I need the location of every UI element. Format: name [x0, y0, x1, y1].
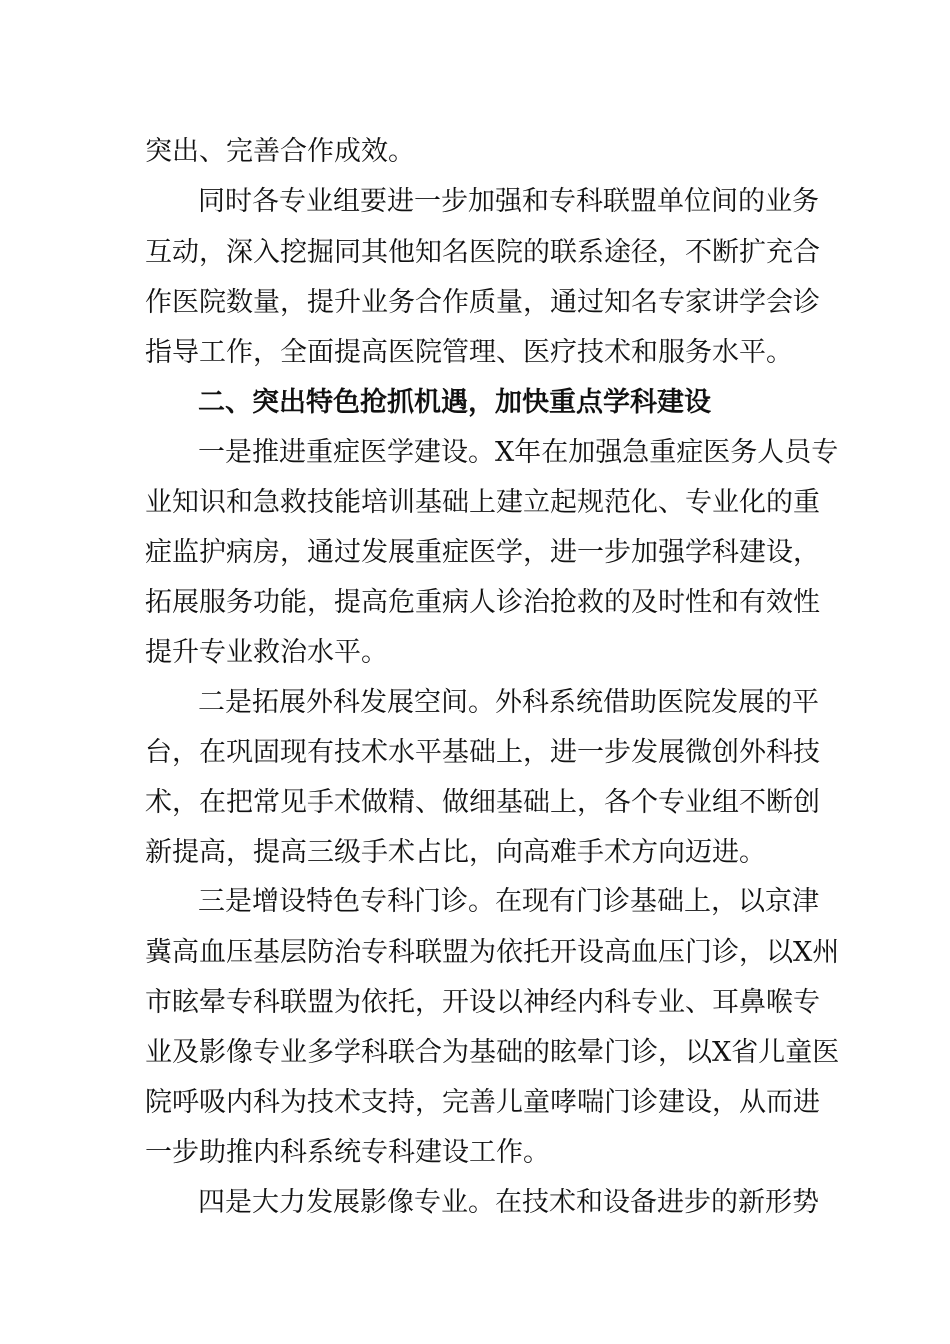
paragraph-first-line: 一是推进重症医学建设。X年在加强急重症医务人员专: [198, 437, 839, 468]
text-line: 术，在把常见手术做精、做细基础上，各个专业组不断创: [145, 787, 820, 818]
text-line: 拓展服务功能，提高危重病人诊治抢救的及时性和有效性: [145, 587, 820, 618]
text-line: 突出、完善合作成效。: [145, 136, 415, 167]
paragraph-first-line: 二是拓展外科发展空间。外科系统借助医院发展的平: [198, 687, 819, 718]
text-line: 症监护病房，通过发展重症医学，进一步加强学科建设，: [145, 537, 820, 568]
text-line: 业及影像专业多学科联合为基础的眩晕门诊，以X省儿童医: [145, 1037, 840, 1068]
paragraph-first-line: 四是大力发展影像专业。在技术和设备进步的新形势: [198, 1187, 819, 1218]
text-line: 新提高，提高三级手术占比，向高难手术方向迈进。: [145, 837, 766, 868]
text-line: 互动，深入挖掘同其他知名医院的联系途径，不断扩充合: [145, 237, 820, 268]
section-heading: 二、突出特色抢抓机遇，加快重点学科建设: [198, 387, 711, 418]
text-line: 作医院数量，提升业务合作质量，通过知名专家讲学会诊: [145, 287, 820, 318]
paragraph-first-line: 同时各专业组要进一步加强和专科联盟单位间的业务: [198, 186, 819, 217]
text-line: 冀高血压基层防治专科联盟为依托开设高血压门诊，以X州: [145, 937, 840, 968]
text-line: 提升专业救治水平。: [145, 637, 388, 668]
text-line: 院呼吸内科为技术支持，完善儿童哮喘门诊建设，从而进: [145, 1087, 820, 1118]
text-line: 一步助推内科系统专科建设工作。: [145, 1137, 550, 1168]
text-line: 台，在巩固现有技术水平基础上，进一步发展微创外科技: [145, 737, 820, 768]
paragraph-first-line: 三是增设特色专科门诊。在现有门诊基础上，以京津: [198, 886, 819, 917]
text-line: 指导工作，全面提高医院管理、医疗技术和服务水平。: [145, 337, 793, 368]
text-line: 业知识和急救技能培训基础上建立起规范化、专业化的重: [145, 487, 820, 518]
text-line: 市眩晕专科联盟为依托，开设以神经内科专业、耳鼻喉专: [145, 987, 820, 1018]
